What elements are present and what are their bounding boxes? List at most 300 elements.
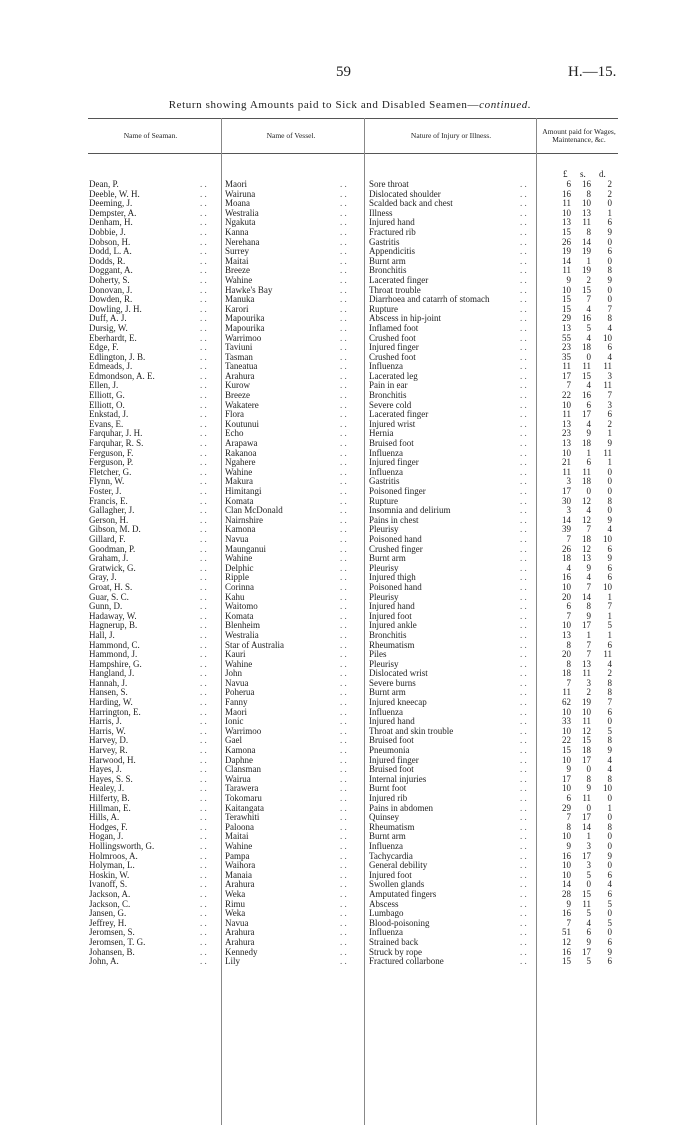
- seaman-name: Hansen, S.: [89, 688, 128, 698]
- table-row: [0, 756, 700, 766]
- seaman-name: Dursig, W.: [89, 323, 128, 333]
- amount-shillings: 5: [586, 869, 591, 880]
- amount-pounds: 51: [562, 927, 571, 938]
- table-row: [0, 295, 700, 305]
- injury-description: Crushed foot: [369, 352, 416, 362]
- leader-dots: . .: [340, 351, 347, 362]
- amount-shillings: 5: [586, 322, 591, 333]
- amount-pence: 8: [607, 677, 612, 688]
- table-row: [0, 861, 700, 871]
- amount-shillings: 16: [582, 390, 591, 401]
- seaman-name: Jackson, C.: [89, 899, 131, 909]
- leader-dots: . .: [200, 936, 207, 947]
- amount-pounds: 13: [562, 322, 571, 333]
- leader-dots: . .: [200, 303, 207, 314]
- leader-dots: . .: [340, 370, 347, 381]
- amount-pence: 9: [607, 274, 612, 285]
- vessel-name: Arahura: [225, 937, 255, 947]
- injury-description: Gastritis: [369, 237, 400, 247]
- seaman-name: Johansen, B.: [89, 947, 135, 957]
- vessel-name: Mapourika: [225, 314, 265, 324]
- leader-dots: . .: [200, 821, 207, 832]
- amount-pence: 0: [607, 294, 612, 305]
- leader-dots: . .: [340, 399, 347, 410]
- leader-dots: . .: [520, 649, 527, 660]
- leader-dots: . .: [520, 572, 527, 583]
- vessel-name: Echo: [225, 429, 244, 439]
- amount-shillings: 9: [586, 936, 591, 947]
- vessel-name: Maori: [225, 180, 247, 189]
- amount-shillings: 0: [586, 879, 591, 890]
- injury-description: Illness: [369, 208, 393, 218]
- leader-dots: . .: [520, 428, 527, 439]
- leader-dots: . .: [200, 677, 207, 688]
- amount-pounds: 18: [562, 553, 571, 564]
- vessel-name: Taviuni: [225, 343, 253, 353]
- vessel-name: Arahura: [225, 880, 255, 890]
- vessel-name: Ngakuta: [225, 218, 256, 228]
- amount-pence: 0: [607, 466, 612, 477]
- vessel-name: Kahu: [225, 592, 245, 602]
- vessel-name: Breeze: [225, 266, 250, 276]
- amount-pence: 3: [607, 399, 612, 410]
- seaman-name: Dobson, H.: [89, 237, 131, 247]
- amount-pounds: 26: [562, 543, 571, 554]
- injury-description: Poisoned hand: [369, 582, 422, 592]
- amount-shillings: 18: [582, 342, 591, 353]
- amount-pounds: 3: [566, 505, 571, 516]
- seaman-name: Hillman, E.: [89, 803, 131, 813]
- seaman-name: Hayes, S. S.: [89, 774, 133, 784]
- amount-pounds: 7: [566, 677, 571, 688]
- amount-pence: 10: [603, 581, 612, 592]
- injury-description: Appendicitis: [369, 247, 415, 257]
- leader-dots: . .: [340, 294, 347, 305]
- vessel-name: Blenheim: [225, 621, 260, 631]
- amount-shillings: 8: [586, 188, 591, 199]
- amount-shillings: 12: [582, 543, 591, 554]
- leader-dots: . .: [200, 486, 207, 496]
- leader-dots: . .: [200, 322, 207, 333]
- amount-pence: 6: [607, 956, 612, 967]
- amount-pence: 7: [607, 390, 612, 401]
- amount-pence: 2: [607, 418, 612, 429]
- leader-dots: . .: [340, 581, 347, 592]
- seaman-name: Farquhar, J. H.: [89, 429, 143, 439]
- leader-dots: . .: [200, 514, 207, 525]
- vessel-name: John: [225, 669, 243, 679]
- injury-description: Injured finger: [369, 755, 419, 765]
- amount-shillings: 1: [586, 831, 591, 842]
- amount-shillings: 4: [586, 917, 591, 928]
- amount-pounds: 15: [562, 303, 571, 314]
- seaman-name: Ellen, J.: [89, 381, 119, 391]
- leader-dots: . .: [520, 860, 527, 871]
- vessel-name: Maitai: [225, 832, 249, 842]
- table-row: [0, 209, 700, 219]
- amount-pence: 7: [607, 303, 612, 314]
- leader-dots: . .: [340, 553, 347, 564]
- table-row: [0, 487, 700, 497]
- leader-dots: . .: [520, 284, 527, 295]
- vessel-name: Warrimoo: [225, 726, 262, 736]
- leader-dots: . .: [520, 764, 527, 775]
- amount-shillings: 12: [582, 514, 591, 525]
- seaman-name: Gillard, F.: [89, 534, 126, 544]
- table-row: [0, 708, 700, 718]
- leader-dots: . .: [340, 466, 347, 477]
- amount-shillings: 1: [586, 447, 591, 458]
- amount-pounds: 10: [562, 754, 571, 765]
- vessel-name: Wairua: [225, 774, 251, 784]
- leader-dots: . .: [520, 831, 527, 842]
- amount-pounds: 11: [562, 265, 571, 276]
- amount-shillings: 16: [582, 313, 591, 324]
- injury-description: Abscess in hip-joint: [369, 314, 441, 324]
- leader-dots: . .: [200, 601, 207, 612]
- leader-dots: . .: [200, 812, 207, 823]
- seaman-name: John, A.: [89, 957, 119, 967]
- seaman-name: Dodd, L. A.: [89, 247, 132, 257]
- amount-shillings: 9: [586, 783, 591, 794]
- amount-pence: 0: [607, 236, 612, 247]
- table-row: [0, 727, 700, 737]
- leader-dots: . .: [520, 562, 527, 573]
- leader-dots: . .: [520, 735, 527, 746]
- amount-pounds: 10: [562, 831, 571, 842]
- amount-shillings: 12: [582, 725, 591, 736]
- vessel-name: Ngahere: [225, 458, 256, 468]
- vessel-name: Tarawera: [225, 784, 259, 794]
- table-row: [0, 247, 700, 257]
- amount-pounds: 10: [562, 447, 571, 458]
- leader-dots: . .: [340, 697, 347, 708]
- vessel-name: Nerehana: [225, 237, 260, 247]
- seaman-name: Jeromsen, T. G.: [89, 937, 146, 947]
- amount-pounds: 11: [562, 466, 571, 477]
- leader-dots: . .: [340, 255, 347, 266]
- amount-pounds: 26: [562, 236, 571, 247]
- injury-description: Crushed finger: [369, 544, 423, 554]
- amount-pence: 9: [607, 946, 612, 957]
- leader-dots: . .: [200, 668, 207, 679]
- amount-pounds: 22: [562, 390, 571, 401]
- injury-description: Quinsey: [369, 813, 399, 823]
- leader-dots: . .: [200, 754, 207, 765]
- table-row: [0, 583, 700, 593]
- table-row: [0, 660, 700, 670]
- injury-description: Influenza: [369, 928, 403, 938]
- leader-dots: . .: [340, 438, 347, 449]
- seaman-name: Hogan, J.: [89, 832, 124, 842]
- amount-pence: 6: [607, 342, 612, 353]
- amount-pounds: 13: [562, 629, 571, 640]
- leader-dots: . .: [340, 831, 347, 842]
- leader-dots: . .: [340, 793, 347, 803]
- leader-dots: . .: [520, 629, 527, 640]
- leader-dots: . .: [520, 370, 527, 381]
- amount-shillings: 15: [582, 888, 591, 899]
- amount-pence: 4: [607, 524, 612, 535]
- amount-pounds: 13: [562, 438, 571, 449]
- seaman-name: Harvey, R.: [89, 746, 128, 756]
- amount-pounds: 14: [562, 879, 571, 890]
- leader-dots: . .: [520, 351, 527, 362]
- amount-shillings: 7: [586, 649, 591, 660]
- vessel-name: Pampa: [225, 851, 250, 861]
- injury-description: Severe burns: [369, 678, 416, 688]
- amount-shillings: 14: [582, 236, 591, 247]
- amount-pounds: 7: [566, 380, 571, 391]
- amount-pence: 8: [607, 687, 612, 698]
- amount-shillings: 4: [586, 303, 591, 314]
- seaman-name: Hampshire, G.: [89, 659, 142, 669]
- vessel-name: Weka: [225, 909, 246, 919]
- injury-description: Pleurisy: [369, 592, 399, 602]
- injury-description: Fractured collarbone: [369, 957, 444, 967]
- amount-pence: 6: [607, 246, 612, 257]
- leader-dots: . .: [340, 629, 347, 640]
- seaman-name: Graham, J.: [89, 554, 129, 564]
- injury-description: Rupture: [369, 304, 398, 314]
- injury-description: Rheumatism: [369, 640, 415, 650]
- leader-dots: . .: [200, 351, 207, 362]
- injury-description: Hernia: [369, 429, 394, 439]
- vessel-name: Breeze: [225, 391, 250, 401]
- amount-pence: 9: [607, 226, 612, 237]
- column-header-amount: Amount paid for Wages, Maintenance, &c.: [542, 126, 616, 144]
- injury-description: Scalded back and chest: [369, 199, 453, 209]
- vessel-name: Taneatua: [225, 362, 258, 372]
- table-row: [0, 736, 700, 746]
- leader-dots: . .: [520, 917, 527, 928]
- amount-pence: 1: [607, 428, 612, 439]
- seaman-name: Gray, J.: [89, 573, 117, 583]
- leader-dots: . .: [340, 207, 347, 218]
- vessel-name: Daphne: [225, 755, 253, 765]
- amount-pounds: 16: [562, 188, 571, 199]
- vessel-name: Arahura: [225, 371, 255, 381]
- leader-dots: . .: [520, 505, 527, 516]
- table-row: [0, 362, 700, 372]
- amount-pounds: 13: [562, 217, 571, 228]
- leader-dots: . .: [520, 610, 527, 621]
- seaman-name: Hammond, C.: [89, 640, 140, 650]
- injury-description: Injured finger: [369, 458, 419, 468]
- vessel-name: Tasman: [225, 352, 253, 362]
- amount-pence: 6: [607, 543, 612, 554]
- injury-description: Injured hand: [369, 717, 415, 727]
- leader-dots: . .: [200, 313, 207, 324]
- leader-dots: . .: [340, 860, 347, 871]
- leader-dots: . .: [200, 927, 207, 938]
- table-row: [0, 890, 700, 900]
- amount-pence: 0: [607, 831, 612, 842]
- leader-dots: . .: [200, 956, 207, 967]
- amount-shillings: 14: [582, 591, 591, 602]
- leader-dots: . .: [520, 466, 527, 477]
- table-row: [0, 679, 700, 689]
- leader-dots: . .: [520, 322, 527, 333]
- amount-pounds: 20: [562, 649, 571, 660]
- leader-dots: . .: [340, 927, 347, 938]
- injury-description: Pleurisy: [369, 659, 399, 669]
- leader-dots: . .: [520, 601, 527, 612]
- amount-pence: 3: [607, 370, 612, 381]
- seaman-name: Harding, W.: [89, 698, 133, 708]
- amount-pounds: 17: [562, 486, 571, 496]
- leader-dots: . .: [340, 514, 347, 525]
- leader-dots: . .: [340, 620, 347, 631]
- leader-dots: . .: [520, 725, 527, 736]
- table-row: [0, 314, 700, 324]
- amount-shillings: 9: [586, 562, 591, 573]
- table-row: [0, 641, 700, 651]
- title-continued: continued.: [479, 99, 532, 111]
- leader-dots: . .: [340, 226, 347, 237]
- amount-shillings: 13: [582, 553, 591, 564]
- injury-description: Rheumatism: [369, 822, 415, 832]
- injury-description: Poisoned hand: [369, 534, 422, 544]
- leader-dots: . .: [520, 927, 527, 938]
- seaman-name: Harris, W.: [89, 726, 126, 736]
- injury-description: Injured foot: [369, 870, 412, 880]
- leader-dots: . .: [520, 246, 527, 257]
- amount-pence: 0: [607, 793, 612, 803]
- amount-pounds: 10: [562, 869, 571, 880]
- amount-pounds: 20: [562, 591, 571, 602]
- leader-dots: . .: [340, 936, 347, 947]
- unit-shillings: s.: [580, 169, 586, 179]
- amount-pounds: 10: [562, 399, 571, 410]
- table-row: [0, 717, 700, 727]
- leader-dots: . .: [520, 946, 527, 957]
- leader-dots: . .: [340, 783, 347, 794]
- amount-shillings: 4: [586, 572, 591, 583]
- injury-description: Amputated fingers: [369, 889, 437, 899]
- leader-dots: . .: [340, 265, 347, 276]
- leader-dots: . .: [340, 908, 347, 919]
- vessel-name: Koutunui: [225, 419, 260, 429]
- page-header: [0, 64, 700, 84]
- vessel-name: Corinna: [225, 582, 254, 592]
- leader-dots: . .: [340, 725, 347, 736]
- injury-description: Bruised foot: [369, 736, 414, 746]
- leader-dots: . .: [200, 850, 207, 861]
- amount-pounds: 11: [562, 198, 571, 209]
- leader-dots: . .: [520, 226, 527, 237]
- unit-pounds: £: [563, 169, 568, 179]
- vessel-name: Wakatere: [225, 400, 259, 410]
- vessel-name: Wahine: [225, 554, 253, 564]
- table-row: [0, 439, 700, 449]
- leader-dots: . .: [520, 399, 527, 410]
- amount-shillings: 2: [586, 274, 591, 285]
- leader-dots: . .: [200, 179, 207, 189]
- amount-shillings: 17: [582, 812, 591, 823]
- amount-pounds: 39: [562, 524, 571, 535]
- seaman-name: Harvey, D.: [89, 736, 129, 746]
- seaman-name: Hills, A.: [89, 813, 120, 823]
- leader-dots: . .: [340, 677, 347, 688]
- amount-pence: 4: [607, 879, 612, 890]
- leader-dots: . .: [200, 226, 207, 237]
- leader-dots: . .: [520, 207, 527, 218]
- amount-shillings: 4: [586, 332, 591, 343]
- amount-shillings: 17: [582, 620, 591, 631]
- vessel-name: Kurow: [225, 381, 250, 391]
- amount-pence: 8: [607, 735, 612, 746]
- seaman-name: Hoskin, W.: [89, 870, 130, 880]
- leader-dots: . .: [340, 332, 347, 343]
- injury-description: Pain in ear: [369, 381, 408, 391]
- injury-description: Injured hand: [369, 602, 415, 612]
- seaman-name: Dodds, R.: [89, 256, 126, 266]
- seaman-name: Evans, E.: [89, 419, 124, 429]
- injury-description: Influenza: [369, 467, 403, 477]
- seaman-name: Edge, F.: [89, 343, 119, 353]
- amount-pence: 6: [607, 409, 612, 420]
- leader-dots: . .: [340, 956, 347, 967]
- leader-dots: . .: [520, 294, 527, 305]
- vessel-name: Himitangi: [225, 487, 262, 496]
- table-row: [0, 919, 700, 929]
- amount-shillings: 17: [582, 754, 591, 765]
- injury-description: Inflamed foot: [369, 323, 419, 333]
- leader-dots: . .: [200, 495, 207, 506]
- table-row: [0, 746, 700, 756]
- injury-description: Pleurisy: [369, 525, 399, 535]
- vessel-name: Tokomaru: [225, 794, 262, 803]
- leader-dots: . .: [520, 869, 527, 880]
- leader-dots: . .: [520, 236, 527, 247]
- page-number: 59: [336, 64, 351, 80]
- leader-dots: . .: [340, 649, 347, 660]
- leader-dots: . .: [200, 639, 207, 650]
- leader-dots: . .: [340, 601, 347, 612]
- leader-dots: . .: [200, 840, 207, 851]
- seaman-name: Gerson, H.: [89, 515, 129, 525]
- amount-shillings: 0: [586, 351, 591, 362]
- amount-shillings: 11: [582, 466, 591, 477]
- table-row: [0, 228, 700, 238]
- amount-pence: 9: [607, 514, 612, 525]
- table-row: [0, 871, 700, 881]
- seaman-name: Harrington, E.: [89, 707, 141, 717]
- amount-pounds: 12: [562, 936, 571, 947]
- leader-dots: . .: [340, 390, 347, 401]
- amount-pounds: 29: [562, 802, 571, 813]
- table-row: [0, 602, 700, 612]
- amount-shillings: 0: [586, 764, 591, 775]
- leader-dots: . .: [200, 438, 207, 449]
- amount-shillings: 6: [586, 457, 591, 468]
- table-row: [0, 545, 700, 555]
- leader-dots: . .: [200, 572, 207, 583]
- amount-shillings: 10: [582, 706, 591, 717]
- amount-shillings: 1: [586, 629, 591, 640]
- table-row: [0, 698, 700, 708]
- leader-dots: . .: [340, 236, 347, 247]
- leader-dots: . .: [200, 207, 207, 218]
- seaman-name: Hayes, J.: [89, 765, 122, 775]
- leader-dots: . .: [200, 783, 207, 794]
- table-row: [0, 381, 700, 391]
- amount-shillings: 7: [586, 294, 591, 305]
- vessel-name: Clansman: [225, 765, 261, 775]
- amount-pence: 0: [607, 476, 612, 487]
- vessel-name: Kaitangata: [225, 803, 264, 813]
